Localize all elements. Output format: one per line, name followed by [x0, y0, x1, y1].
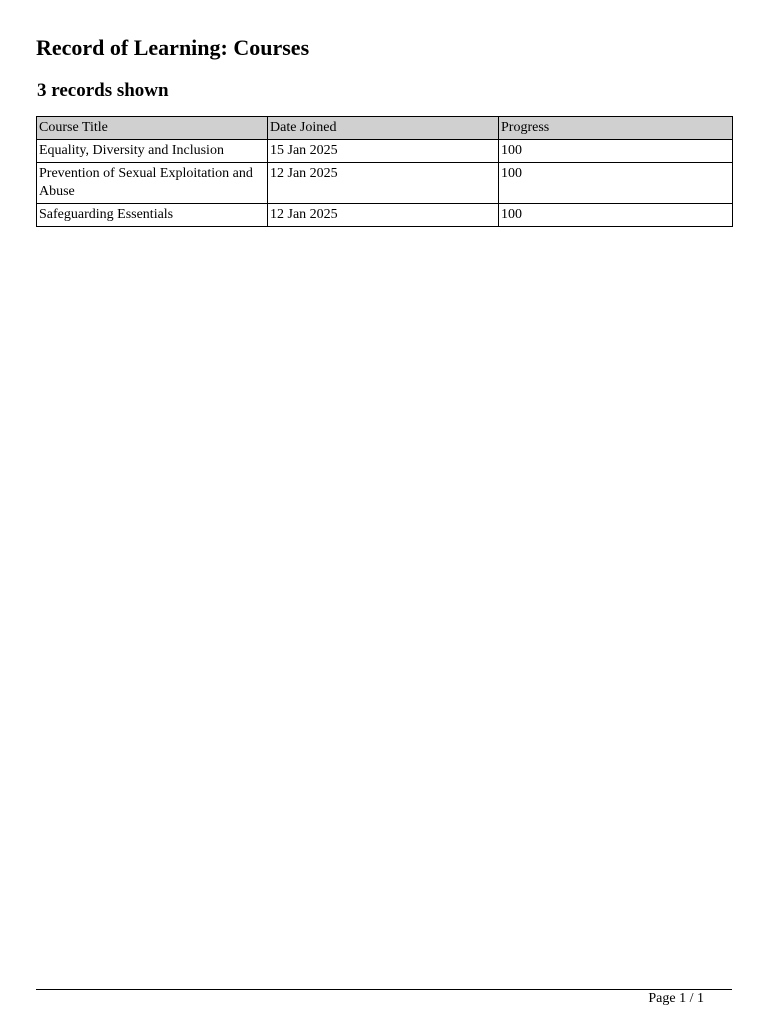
- progress-cell: 100: [499, 204, 733, 227]
- course-title-cell: Equality, Diversity and Inclusion: [37, 140, 268, 163]
- date-joined-cell: 15 Jan 2025: [268, 140, 499, 163]
- course-title-cell: Prevention of Sexual Exploitation and Abuse: [37, 163, 268, 204]
- course-title-cell: Safeguarding Essentials: [37, 204, 268, 227]
- column-header-course-title: Course Title: [37, 117, 268, 140]
- table-row: [37, 204, 733, 227]
- table-row: [37, 163, 733, 204]
- table-header-row: [37, 117, 733, 140]
- date-joined-cell: 12 Jan 2025: [268, 163, 499, 204]
- progress-cell: 100: [499, 163, 733, 204]
- date-joined-cell: 12 Jan 2025: [268, 204, 499, 227]
- records-count-heading: 3 records shown: [37, 80, 169, 101]
- progress-cell: 100: [499, 140, 733, 163]
- table-row: [37, 140, 733, 163]
- footer-divider: [36, 989, 732, 990]
- page-number: Page 1 / 1: [648, 991, 704, 1006]
- courses-table: [36, 116, 733, 227]
- page-title: Record of Learning: Courses: [36, 35, 310, 60]
- column-header-progress: Progress: [499, 117, 733, 140]
- column-header-date-joined: Date Joined: [268, 117, 499, 140]
